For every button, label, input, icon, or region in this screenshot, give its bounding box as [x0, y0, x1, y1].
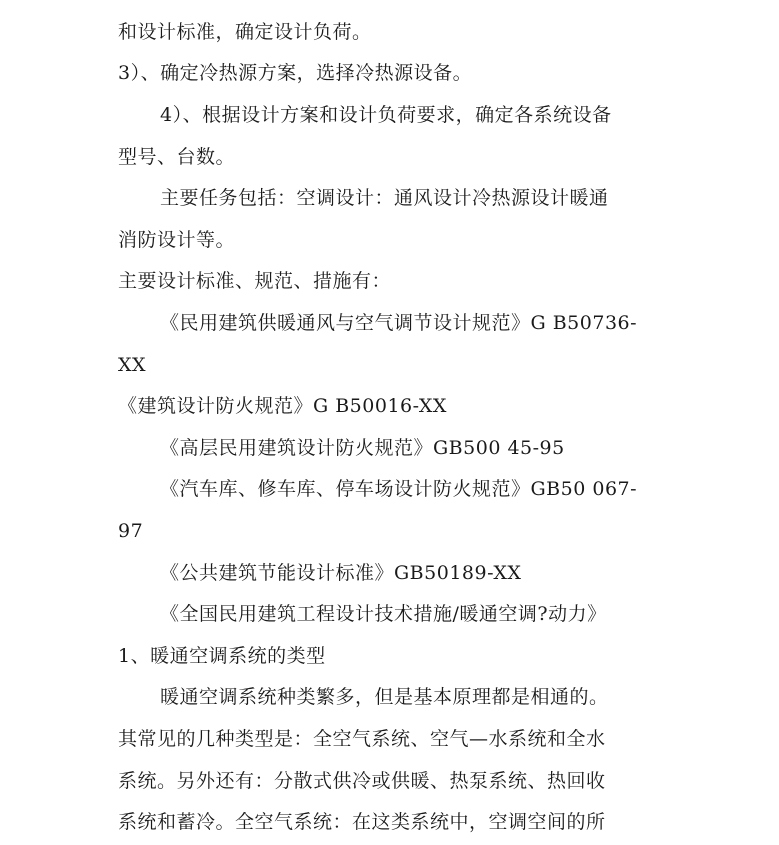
text-line-8: 《民用建筑供暖通风与空气调节设计规范》G B50736- [160, 312, 638, 334]
text-line-13: 97 [118, 520, 144, 542]
text-line-7: 主要设计标准、规范、措施有： [118, 270, 392, 292]
text-line-10: 《建筑设计防火规范》G B50016-XX [118, 395, 447, 417]
text-line-18: 其常见的几种类型是：全空气系统、空气—水系统和全水 [118, 728, 606, 750]
text-line-17: 暖通空调系统种类繁多，但是基本原理都是相通的。 [160, 686, 609, 708]
text-line-1: 和设计标准，确定设计负荷。 [118, 21, 372, 43]
text-line-14: 《公共建筑节能设计标准》GB50189-XX [160, 562, 522, 584]
text-line-5: 主要任务包括：空调设计：通风设计冷热源设计暖通 [160, 187, 609, 209]
text-line-2: 3）、确定冷热源方案，选择冷热源设备。 [118, 62, 473, 84]
section-heading: 1、暖通空调系统的类型 [118, 645, 326, 667]
text-line-3: 4）、根据设计方案和设计负荷要求，确定各系统设备 [160, 104, 612, 126]
text-line-11: 《高层民用建筑设计防火规范》GB500 45-95 [160, 437, 565, 459]
text-line-19: 系统。另外还有：分散式供冷或供暖、热泵系统、热回收 [118, 770, 606, 792]
text-line-4: 型号、台数。 [118, 146, 236, 168]
text-line-12: 《汽车库、修车库、停车场设计防火规范》GB50 067- [160, 478, 638, 500]
text-line-9: XX [118, 354, 147, 376]
text-line-15: 《全国民用建筑工程设计技术措施/暖通空调?动力》 [160, 603, 607, 625]
text-line-6: 消防设计等。 [118, 229, 236, 251]
text-line-20: 系统和蓄冷。全空气系统：在这类系统中，空调空间的所 [118, 811, 606, 833]
